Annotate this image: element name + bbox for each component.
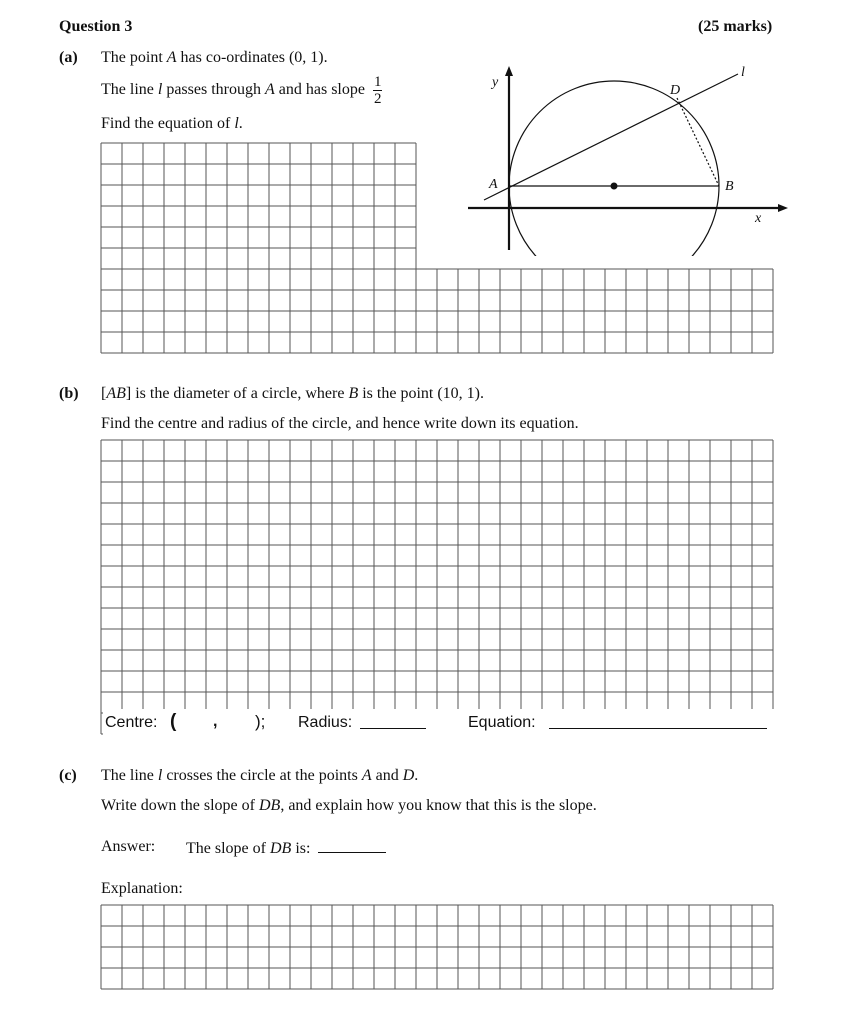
part-c-label: (c)	[59, 767, 77, 784]
part-b-line1: [AB] is the diameter of a circle, where B is the point (10, 1).	[101, 385, 484, 402]
chord-db	[677, 98, 719, 186]
part-c-line2: Write down the slope of DB, and explain how you know that this is the slope.	[101, 797, 597, 814]
circle-diagram	[460, 60, 790, 260]
part-b-answer-strip	[103, 709, 781, 739]
part-a-line3: Find the equation of l.	[101, 115, 243, 132]
x-axis-arrow	[778, 204, 788, 212]
part-a-line2: The line l passes through A and has slope $\frac{1}{2}$	[101, 73, 382, 107]
part-c-answer-label: Answer:	[101, 838, 156, 855]
slope-blank[interactable]	[318, 838, 386, 853]
centre-dot	[611, 183, 618, 190]
label-l: l	[741, 65, 745, 80]
part-a-line1: The point A has co-ordinates (0, 1).	[101, 49, 328, 66]
label-x: x	[755, 211, 762, 226]
centre-close-paren: );	[255, 712, 266, 731]
label-d: D	[670, 83, 681, 98]
part-b-line2: Find the centre and radius of the circle, and hence write down its equation.	[101, 415, 579, 432]
radius-label: Radius:	[298, 714, 353, 731]
question-title: Question 3	[59, 18, 133, 35]
centre-comma: ,	[213, 713, 218, 730]
question-marks: (25 marks)	[698, 18, 773, 35]
circle	[509, 81, 719, 260]
y-axis-arrow	[505, 66, 513, 76]
equation-label: Equation:	[468, 714, 536, 731]
part-c-explanation-label: Explanation:	[101, 880, 183, 897]
equation-blank[interactable]	[549, 714, 767, 729]
part-a-label: (a)	[59, 49, 78, 66]
slope-fraction: $\frac{1}{2}$	[373, 73, 382, 107]
centre-label: Centre:	[105, 714, 158, 731]
label-b: B	[725, 179, 734, 194]
part-b-label: (b)	[59, 385, 79, 402]
part-c-answer-text: The slope of DB is:	[186, 838, 386, 858]
label-y: y	[492, 75, 499, 90]
line-l	[484, 74, 738, 200]
label-a: A	[489, 177, 498, 192]
centre-open-paren: (	[170, 711, 177, 732]
radius-blank[interactable]	[360, 714, 426, 729]
part-c-line1: The line l crosses the circle at the points A and D.	[101, 767, 419, 784]
